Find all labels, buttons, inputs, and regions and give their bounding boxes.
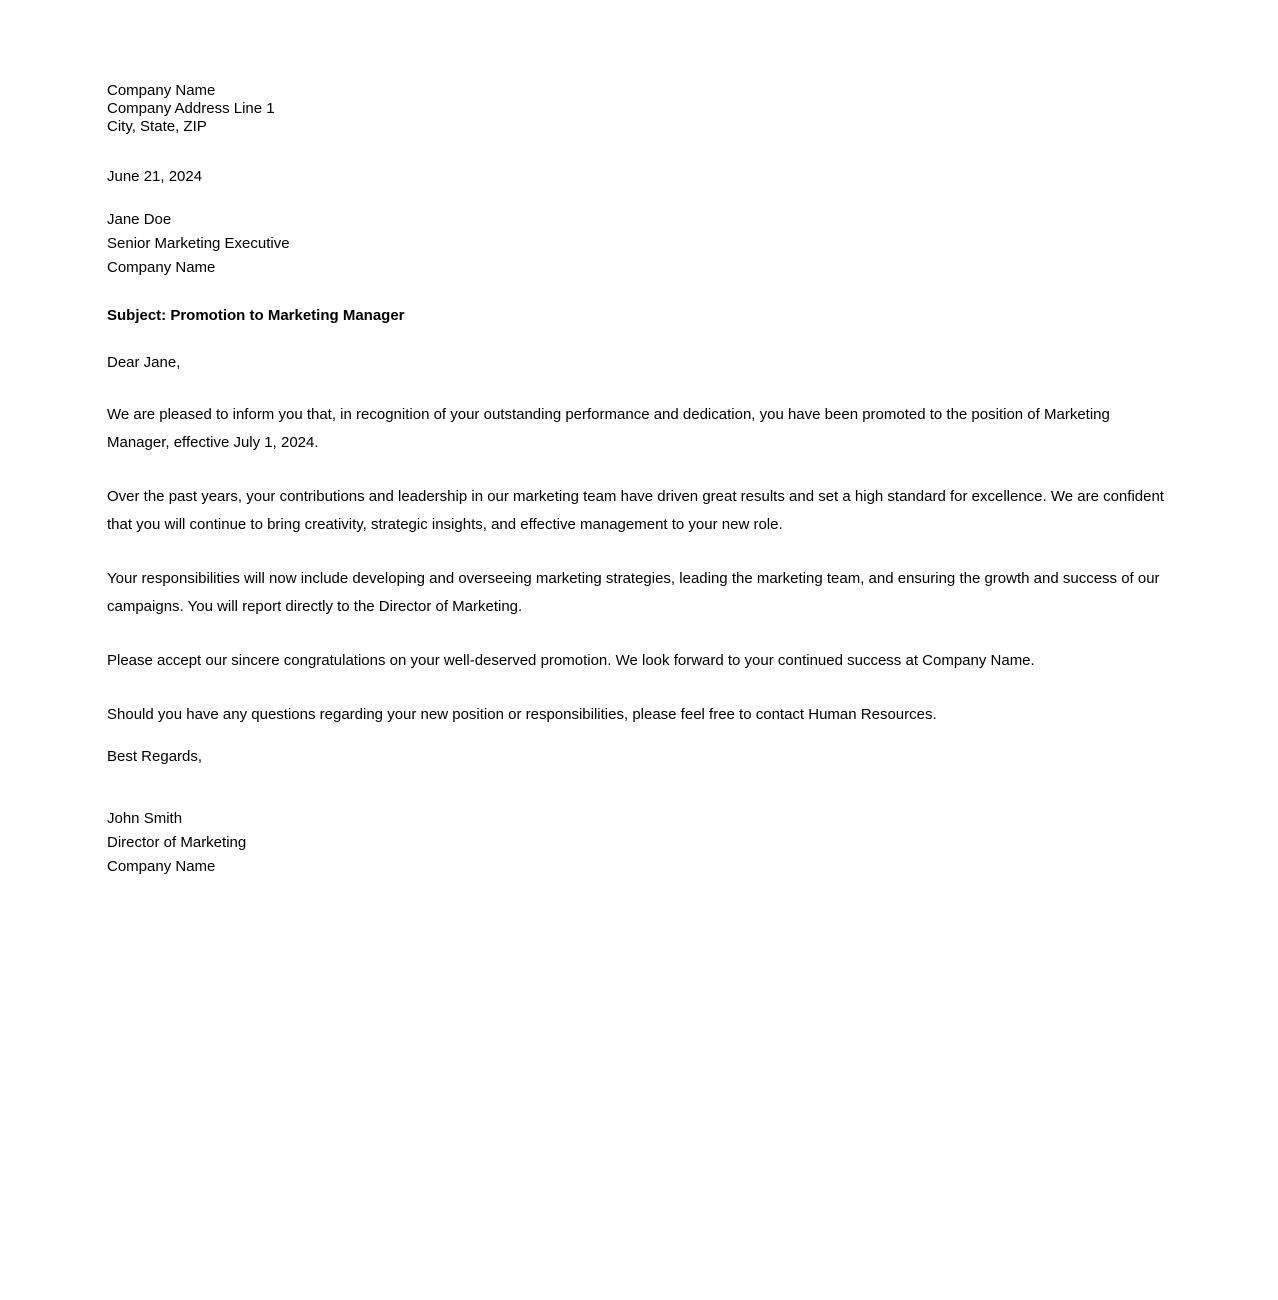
recipient-company: Company Name xyxy=(107,259,216,276)
signature-name: John Smith xyxy=(107,810,183,827)
recipient-title: Senior Marketing Executive xyxy=(107,235,290,252)
signature-company: Company Name xyxy=(107,858,216,875)
salutation: Dear Jane, xyxy=(107,354,181,371)
body-paragraph: Your responsibilities will now include developing and overseeing marketing strategies, leading the marketing team, and ensuring the growth and success of our campaigns. You will report directly to the Director of Marketing. xyxy=(107,570,1160,615)
letter-body xyxy=(107,401,1171,729)
body-paragraph: Over the past years, your contributions and leadership in our marketing team have driven great results and set a high standard for excellence. We are confident that you will continue to bring creativity, strategic insights, and effective management to your new role. xyxy=(107,488,1164,533)
signature-block xyxy=(107,807,1171,879)
body-paragraph: Should you have any questions regarding your new position or responsibilities, please feel free to contact Human Resources. xyxy=(107,706,937,723)
recipient-name: Jane Doe xyxy=(107,211,172,228)
closing: Best Regards, xyxy=(107,748,203,765)
sender-company: Company Name xyxy=(107,82,216,99)
sender-block xyxy=(107,82,1171,136)
recipient-block xyxy=(107,208,1171,280)
body-paragraph: We are pleased to inform you that, in recognition of your outstanding performance and dedication, you have been promoted to the position of Marketing Manager, effective July 1, 2024. xyxy=(107,406,1110,451)
body-paragraph: Please accept our sincere congratulations on your well-deserved promotion. We look forward to your continued success at Company Name. xyxy=(107,652,1035,669)
subject-line: Subject: Promotion to Marketing Manager xyxy=(107,307,405,324)
promotion-letter xyxy=(107,82,1171,879)
letter-date: June 21, 2024 xyxy=(107,168,203,185)
signature-title: Director of Marketing xyxy=(107,834,247,851)
sender-city-state-zip: City, State, ZIP xyxy=(107,118,207,135)
sender-address: Company Address Line 1 xyxy=(107,100,275,117)
